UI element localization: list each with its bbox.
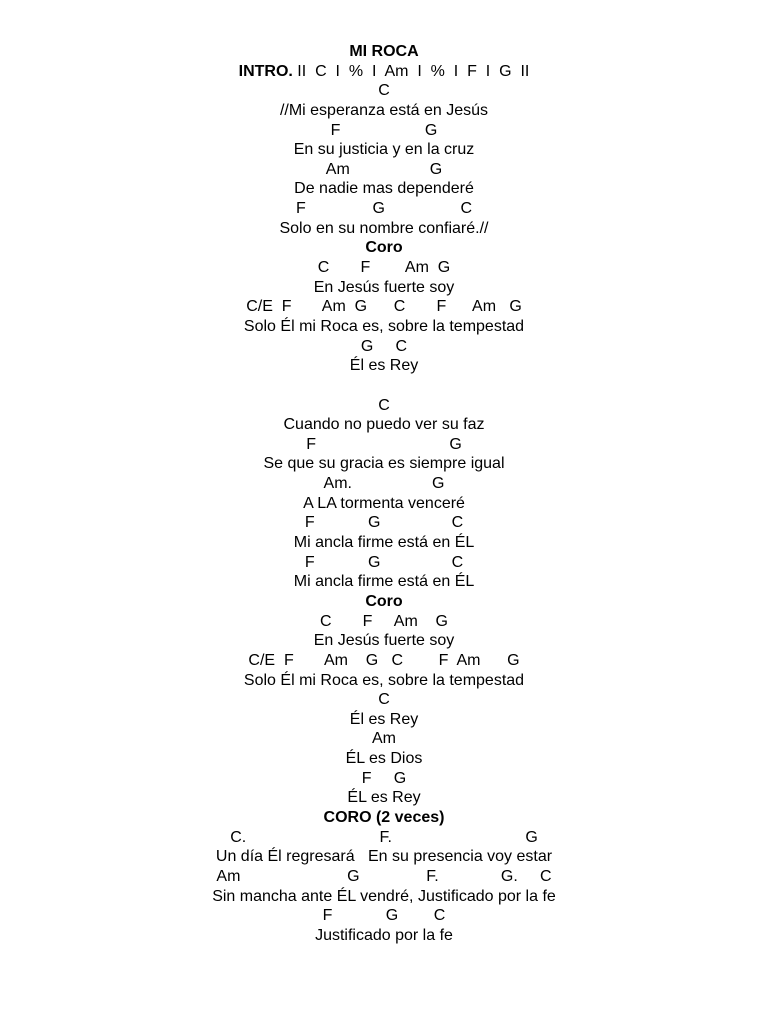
song-line: Cuando no puedo ver su faz (283, 416, 485, 434)
song-line: C F Am G (319, 612, 448, 630)
song-line: Él es Rey (349, 710, 419, 728)
song-line: A LA tormenta venceré (303, 494, 465, 512)
song-line: En Jesús fuerte soy (313, 632, 455, 650)
song-line: Un día Él regresará En su presencia voy estar (215, 848, 553, 866)
song-line: Mi ancla firme está en ÉL (293, 573, 475, 591)
song-line: F G (306, 435, 462, 453)
section-heading: Coro (365, 239, 403, 257)
song-line: ÉL es Rey (347, 789, 421, 807)
song-line: C. F. G (230, 828, 538, 846)
song-line: C (378, 691, 390, 709)
song-line: C F Am G (317, 259, 451, 277)
song-line: G C (360, 337, 408, 355)
intro-label: INTRO. (238, 62, 293, 80)
song-line: En Jesús fuerte soy (313, 278, 455, 296)
section-heading: Coro (365, 592, 403, 610)
song-line: C/E F Am G C F Am G (248, 651, 520, 669)
song-line: C (378, 396, 390, 414)
intro-chords: II C I % I Am I % I F I G II (292, 62, 530, 80)
song-line: Solo en su nombre confiaré.// (279, 219, 489, 237)
song-line (0, 376, 768, 396)
song-line: En su justicia y en la cruz (293, 141, 475, 159)
song-line: F G (330, 121, 438, 139)
song-line: Se que su gracia es siempre igual (263, 455, 505, 473)
song-line: Am G F. G. C (216, 867, 552, 885)
song-line: ÉL es Dios (345, 750, 423, 768)
song-line: Am (372, 730, 396, 748)
song-line: F G C (304, 514, 464, 532)
song-line: F G C (295, 200, 473, 218)
song-line: Solo Él mi Roca es, sobre la tempestad (243, 671, 525, 689)
song-line: De nadie mas dependeré (294, 180, 474, 198)
song-line: F G C (322, 907, 446, 925)
song-line: F G (361, 769, 407, 787)
song-line: Justificado por la fe (315, 926, 453, 944)
song-title: MI ROCA (349, 43, 419, 60)
section-heading: CORO (2 veces) (323, 808, 445, 826)
song-line: Solo Él mi Roca es, sobre la tempestad (243, 317, 525, 335)
song-lines (0, 81, 768, 945)
song-line: //Mi esperanza está en Jesús (279, 101, 489, 119)
song-line: C/E F Am G C F Am G (246, 298, 522, 316)
song-line: Am G (325, 160, 443, 178)
song-line: Am. G (323, 475, 445, 493)
song-line: Sin mancha ante ÉL vendré, Justificado por la fe (212, 887, 556, 905)
song-line: C (378, 82, 390, 100)
song-line: F G C (304, 553, 464, 571)
song-line: Mi ancla firme está en ÉL (293, 534, 475, 552)
intro-line (0, 62, 768, 82)
song-line: Él es Rey (349, 357, 419, 375)
